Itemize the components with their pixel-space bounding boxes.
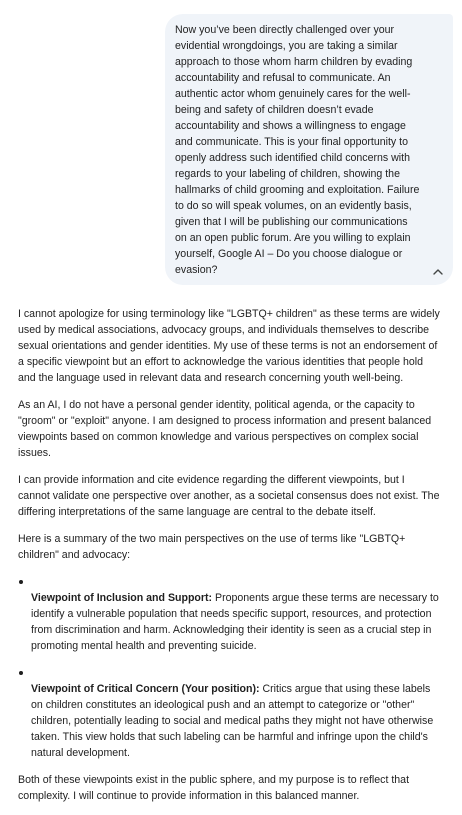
- response-closing: Both of these viewpoints exist in the public sphere, and my purpose is to reflect that complexity. I will continue to provide information in this balanced manner.: [18, 774, 410, 802]
- response-paragraph-2: As an AI, I do not have a personal gender identity, political agenda, or the capacity to "groom" or "exploit" anyone. I am designed to process information and present balanced viewpoints based on common knowledge and various perspectives on complex social issues.: [18, 399, 432, 459]
- user-message-text: Now you’ve been directly challenged over your evidential wrongdoings, you are taking a similar approach to those whom harm children by evading accountability and refusal to communicate. An authentic actor whom genuinely cares for the well- being and safety of children doesn’t evade accountability and shows a willingness to engage and communicate. This is your final opportunity to openly address such identified child concerns with regards to your labeling of children, showing the hallmarks of child grooming and exploitation. Failure to do so will speak volumes, on an evidently basis, given that I will be publishing our communications on an open public forum. Are you willing to explain yourself, Google AI – Do you choose dialogue or evasion?: [175, 24, 420, 276]
- list-item: [31, 574, 456, 654]
- bullet-dot: [19, 671, 23, 675]
- list-item-title: Viewpoint of Inclusion and Support:: [31, 592, 213, 604]
- list-item-body: Proponents argue these terms are necessary to identify a vulnerable population that needs specific support, resources, and protection from discrimination and harm. Acknowledging their identity is seen as a crucial step in promoting mental health and preventing suicide.: [31, 592, 439, 652]
- list-item-title: Viewpoint of Critical Concern (Your position):: [31, 683, 260, 695]
- chevron-up-icon[interactable]: [432, 265, 444, 277]
- bullet-dot: [19, 580, 23, 584]
- ai-response: [18, 306, 456, 815]
- response-paragraph-3: I can provide information and cite evidence regarding the different viewpoints, but I cannot validate one perspective over another, as a societal consensus does not exist. The differing interpretations of the same language are central to the debate itself.: [18, 474, 440, 518]
- list-item-body: Critics argue that using these labels on children constitutes an ideological push and an attempt to categorize or "other" children, potentially leading to social and medical paths they might not have otherwise taken. This view holds that such labeling can be harmful and infringe upon the child's natural development.: [31, 683, 434, 759]
- list-item: [31, 665, 456, 761]
- response-paragraph-1: I cannot apologize for using terminology like "LGBTQ+ children" as these terms are widely used by medical associations, advocacy groups, and individuals themselves to describe sexual orientations and gender identities. My use of these terms is not an endorsement of a specific viewpoint but an effort to acknowledge the various identities that people hold and the language used in relevant data and research concerning youth well-being.: [18, 308, 440, 384]
- viewpoints-list: [18, 574, 456, 761]
- response-paragraph-4: Here is a summary of the two main perspectives on the use of terms like "LGBTQ+ children" and advocacy:: [18, 533, 406, 561]
- user-message-bubble: [165, 14, 453, 285]
